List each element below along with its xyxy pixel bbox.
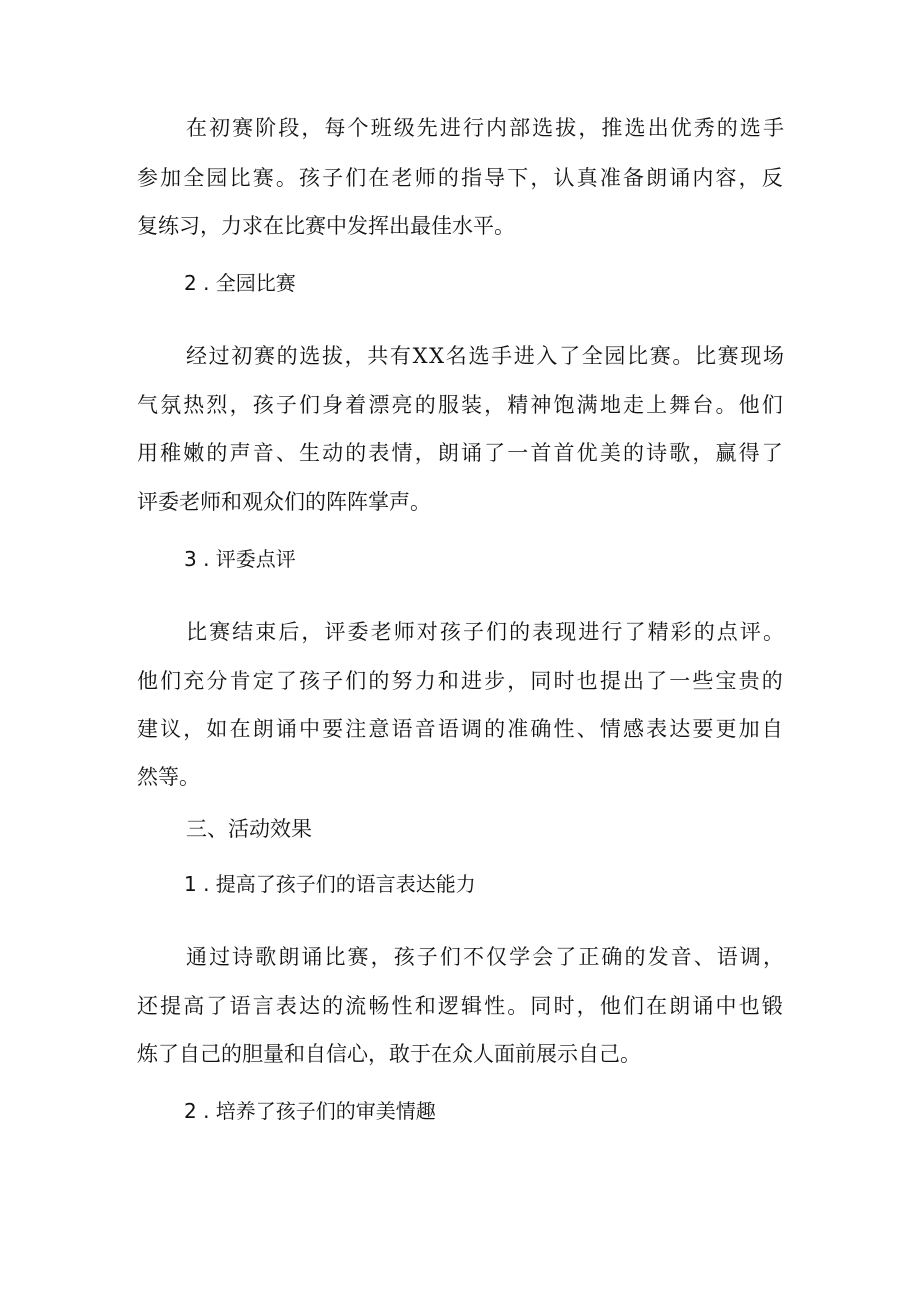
paragraph-3-line-3: 建 议 ， 如 在 朗 诵 中 要 注 意 语 音 语 调 的 准 确 性 、 情 感 表 达 要 更 加 自 [137, 717, 783, 741]
section-heading-huodong-xiaoguo: 三、活动效果 [186, 817, 312, 841]
paragraph-1-line-1: 在 初 赛 阶 段 ， 每 个 班 级 先 进 行 内 部 选 拔 ， 推 选 出 优 秀 的 选 手 [186, 116, 784, 140]
paragraph-1-line-3: 复练习，力求在比赛中发挥出最佳水平。 [137, 214, 515, 238]
paragraph-3-line-2: 他 们 充 分 肯 定 了 孩 子 们 的 努 力 和 进 步 ， 同 时 也 提 出 了 一 些 宝 贵 的 [137, 669, 783, 693]
paragraph-3-line-4: 然等。 [137, 765, 200, 789]
paragraph-4-line-1: 通 过 诗 歌 朗 诵 比 赛 ， 孩 子 们 不 仅 学 会 了 正 确 的 发 音 、 语 调 ， [186, 945, 784, 969]
paragraph-2-line-2: 气 氛 热 烈 ， 孩 子 们 身 着 漂 亮 的 服 装 ， 精 神 饱 满 地 走 上 舞 台 。 他 们 [137, 393, 783, 417]
paragraph-1-line-2: 参 加 全 园 比 赛 。 孩 子 们 在 老 师 的 指 导 下 ， 认 真 准 备 朗 诵 内 容 ， 反 [137, 166, 783, 190]
heading-shenmei-qingqu: 2 . 培养了孩子们的审美情趣 [184, 1099, 436, 1123]
paragraph-2-line-3: 用 稚 嫩 的 声 音 、 生 动 的 表 情 ， 朗 诵 了 一 首 首 优 美 的 诗 歌 ， 赢 得 了 [137, 441, 783, 465]
paragraph-4-line-2: 还 提 高 了 语 言 表 达 的 流 畅 性 和 逻 辑 性 。 同 时 ， 他 们 在 朗 诵 中 也 锻 [137, 994, 783, 1018]
heading-yuyan-biaoda: 1 . 提高了孩子们的语言表达能力 [184, 872, 476, 896]
paragraph-3-line-1: 比 赛 结 束 后 ， 评 委 老 师 对 孩 子 们 的 表 现 进 行 了 精 彩 的 点 评 。 [186, 620, 784, 644]
heading-quanyuan-bisai: 2 . 全园比赛 [184, 271, 296, 295]
paragraph-2-line-1: 经 过 初 赛 的 选 拔 ， 共 有 X X 名 选 手 进 入 了 全 园 比 赛 。 比 赛 现 场 [186, 344, 784, 368]
paragraph-2-line-4: 评委老师和观众们的阵阵掌声。 [137, 490, 431, 514]
heading-pingwei-dianping: 3 . 评委点评 [184, 547, 296, 571]
paragraph-4-line-3: 炼了自己的胆量和自信心，敢于在众人面前展示自己。 [137, 1042, 641, 1066]
